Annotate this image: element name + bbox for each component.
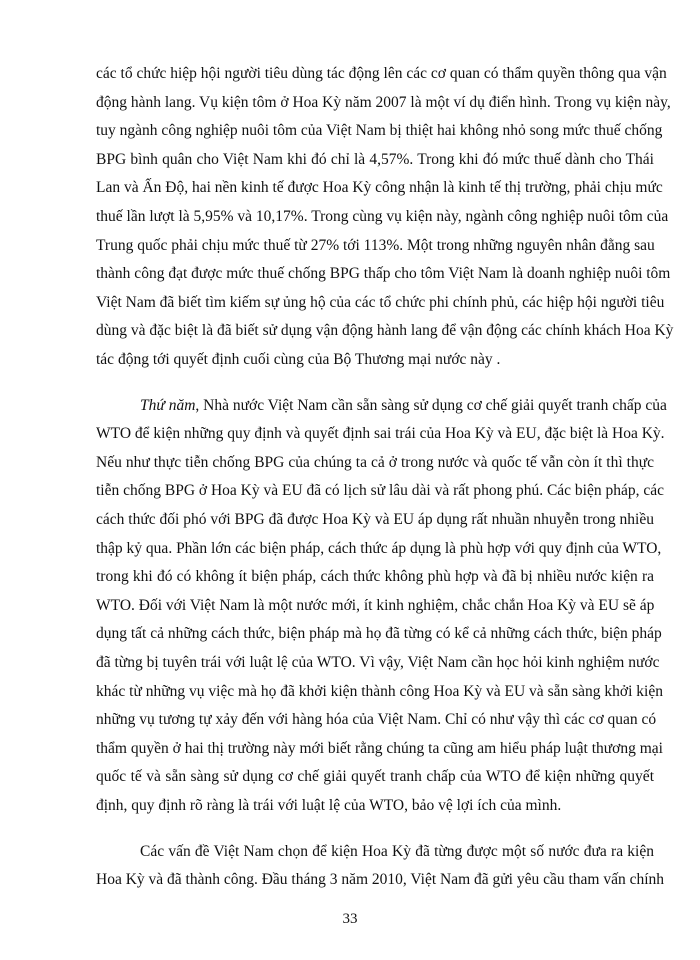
text-line: Trung quốc phải chịu mức thuế từ 27% tới 113%. Một trong những nguyên nhân đằng sau [96, 237, 655, 254]
text-line: Các vấn đề Việt Nam chọn để kiện Hoa Kỳ đã từng được một số nước đưa ra kiện [140, 843, 654, 860]
text-line: dụng tất cả những cách thức, biện pháp mà họ đã từng có kể cả những cách thức, biện pháp [96, 625, 662, 642]
paragraph-lead-italic: Thứ năm [140, 397, 196, 414]
text-line: cách thức đối phó với BPG đã được Hoa Kỳ và EU áp dụng rất nhuần nhuyễn trong nhiều [96, 511, 654, 528]
text-line: trong khi đó có không ít biện pháp, cách thức không phù hợp và đã bị nhiều nước kiện ra [96, 568, 654, 585]
text-line-first [140, 396, 667, 416]
text-line: thập kỷ qua. Phần lớn các biện pháp, cách thức áp dụng là phù hợp với quy định của WTO, [96, 540, 662, 557]
text-line: thẩm quyền ở hai thị trường này mới biết rằng chúng ta cũng am hiểu pháp luật thương mại [96, 740, 663, 757]
text-line: khác từ những vụ việc mà họ đã khởi kiện thành công Hoa Kỳ và EU và sẵn sàng khởi kiện [96, 683, 663, 700]
text-line: WTO. Đối với Việt Nam là một nước mới, ít kinh nghiệm, chắc chắn Hoa Kỳ và EU sẽ áp [96, 597, 655, 614]
text-line: Hoa Kỳ và đã thành công. Đầu tháng 3 năm 2010, Việt Nam đã gửi yêu cầu tham vấn chính [96, 871, 665, 888]
text-line: đã từng bị tuyên trái với luật lệ của WTO. Vì vậy, Việt Nam cần học hỏi kinh nghiệm nước [96, 654, 660, 671]
text-line: Nếu như thực tiễn chống BPG của chúng ta cả ở trong nước và quốc tế vẫn còn ít thì thực [96, 454, 654, 471]
text-line: thành công đạt được mức thuế chống BPG thấp cho tôm Việt Nam là doanh nghiệp nuôi tôm [96, 265, 671, 282]
text-line: dùng và đặc biệt là đã biết sử dụng vận động hành lang để vận động các chính khách Hoa Kỳ [96, 322, 674, 339]
text-line: thuế lần lượt là 5,95% và 10,17%. Trong cùng vụ kiện này, ngành công nghiệp nuôi tôm của [96, 208, 669, 225]
text-line: tiễn chống BPG ở Hoa Kỳ và EU đã có lịch sử lâu dài và rất phong phú. Các biện pháp, các [96, 482, 664, 499]
text-line: Việt Nam đã biết tìm kiếm sự ủng hộ của các tổ chức phi chính phủ, các hiệp hội người tiêu [96, 294, 665, 311]
text-line: động hành lang. Vụ kiện tôm ở Hoa Kỳ năm 2007 là một ví dụ điển hình. Trong vụ kiện này, [96, 94, 671, 111]
page-number: 33 [342, 911, 358, 927]
text-line: tuy ngành công nghiệp nuôi tôm của Việt Nam bị thiệt hai không nhỏ song mức thuế chống [96, 122, 663, 139]
text-line: các tổ chức hiệp hội người tiêu dùng tác động lên các cơ quan có thẩm quyền thông qua vận [96, 65, 667, 82]
text-line: tác động tới quyết định cuối cùng của Bộ Thương mại nước này . [96, 351, 501, 368]
text-line: Lan và Ấn Độ, hai nền kinh tế được Hoa Kỳ công nhận là kinh tế thị trường, phải chịu mức [96, 179, 663, 196]
text-line: quốc tế và sẵn sàng sử dụng cơ chế giải quyết tranh chấp của WTO để kiện những quyết [96, 768, 654, 785]
text-line: WTO để kiện những quy định và quyết định sai trái của Hoa Kỳ và EU, đặc biệt là Hoa Kỳ. [96, 425, 665, 442]
text-line: những vụ tương tự xảy đến với hàng hóa của Việt Nam. Chỉ có như vậy thì các cơ quan có [96, 711, 657, 728]
text-line: định, quy định rõ ràng là trái với luật lệ của WTO, bảo vệ lợi ích của mình. [96, 797, 562, 814]
text-line-rest: , Nhà nước Việt Nam cần sẵn sàng sử dụng cơ chế giải quyết tranh chấp của [195, 397, 667, 414]
text-line: BPG bình quân cho Việt Nam khi đó chỉ là 4,57%. Trong khi đó mức thuế dành cho Thái [96, 151, 654, 168]
